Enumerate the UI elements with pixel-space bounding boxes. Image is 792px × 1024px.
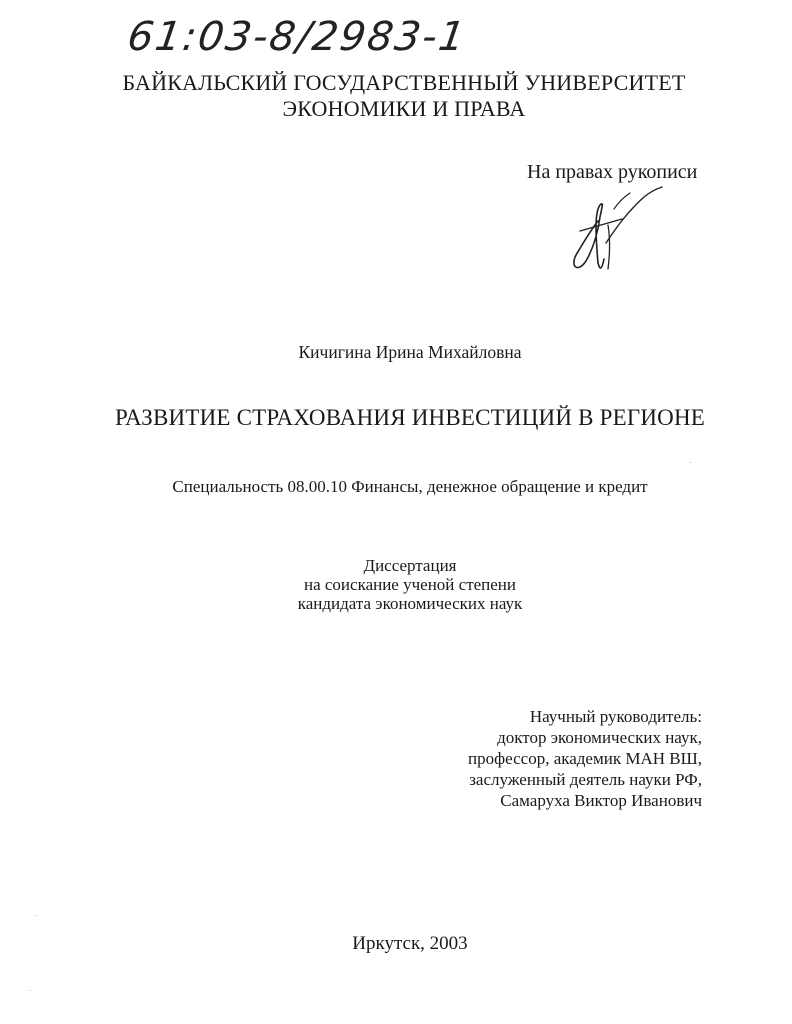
degree-statement-line-2: на соискание ученой степени: [303, 575, 517, 594]
scan-speck: [30, 990, 31, 991]
scan-speck: [690, 462, 691, 463]
manuscript-rights-note: На правах рукописи: [527, 161, 698, 183]
degree-statement: [14, 556, 792, 613]
scientific-advisor-block: [468, 706, 702, 811]
specialty-line: Специальность 08.00.10 Финансы, денежное обращение и кредит: [172, 477, 648, 496]
city-and-year: Иркутск, 2003: [352, 933, 468, 954]
advisor-name: Самаруха Виктор Иванович: [500, 791, 702, 810]
advisor-title: профессор, академик МАН ВШ,: [468, 749, 702, 768]
advisor-heading: Научный руководитель:: [529, 707, 702, 726]
handwritten-archive-number: 61:03-8/2983-1: [124, 14, 470, 60]
advisor-honor: заслуженный деятель науки РФ,: [469, 770, 702, 789]
university-name: [8, 70, 792, 122]
author-name: Кичигина Ирина Михайловна: [298, 342, 522, 362]
advisor-degree: доктор экономических наук,: [497, 728, 702, 747]
scan-speck: [36, 915, 37, 916]
dissertation-title: РАЗВИТИЕ СТРАХОВАНИЯ ИНВЕСТИЦИЙ В РЕГИОНЕ: [114, 405, 706, 430]
degree-statement-line-1: Диссертация: [363, 556, 457, 575]
degree-statement-line-3: кандидата экономических наук: [297, 594, 523, 613]
university-name-line-1: БАЙКАЛЬСКИЙ ГОСУДАРСТВЕННЫЙ УНИВЕРСИТЕТ: [122, 70, 686, 95]
university-name-line-2: ЭКОНОМИКИ И ПРАВА: [282, 96, 526, 121]
signature-image: [560, 183, 670, 278]
